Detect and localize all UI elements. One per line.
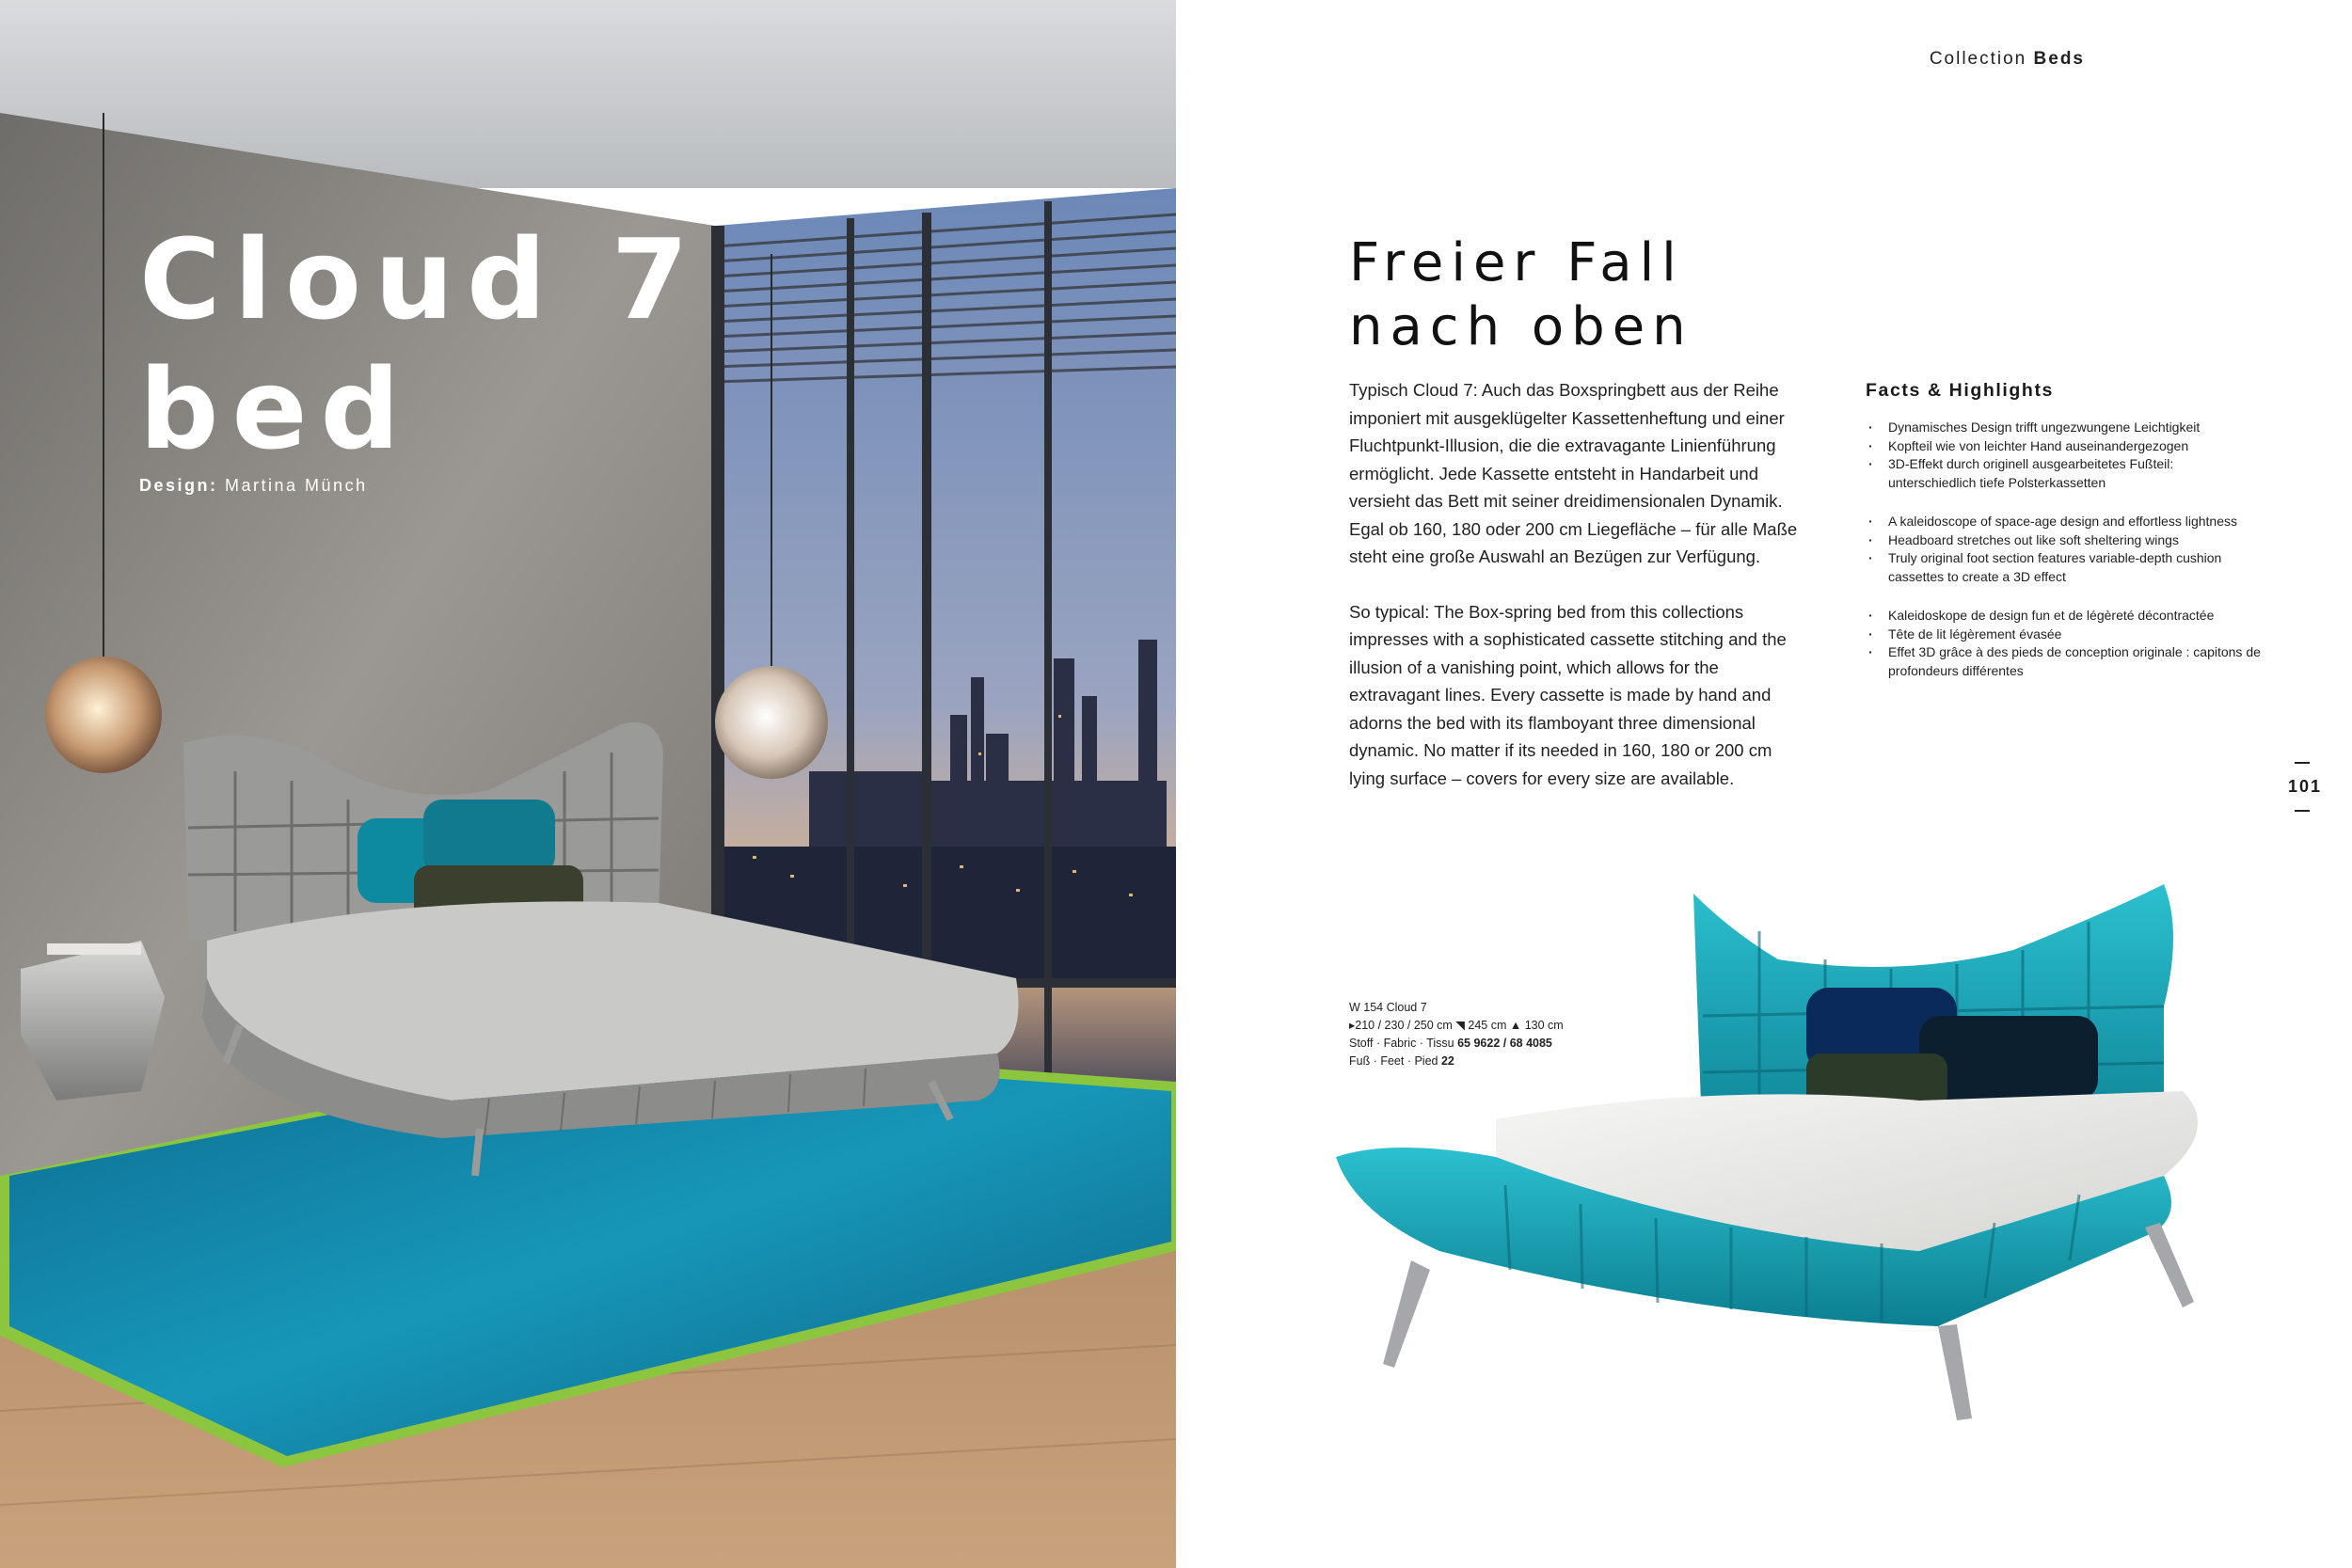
page-number <box>2288 762 2323 812</box>
designer-credit <box>139 476 368 496</box>
facts-list-english <box>1866 513 2261 586</box>
facts-list-german <box>1866 419 2261 492</box>
list-item: · Effet 3D grâce à des pieds de conception originale : capitons de profondeurs différentes <box>1866 643 2261 680</box>
running-head-prefix: Collection <box>1929 49 2027 69</box>
product-title-line1: Cloud 7 <box>139 214 702 344</box>
list-item: · Kaleidoskope de design fun et de légèreté décontractée <box>1866 607 2261 626</box>
facts-highlights <box>1866 380 2261 701</box>
page-number-rule-bottom <box>2295 810 2310 812</box>
page-number-rule-top <box>2295 762 2310 764</box>
spec-fabric-label: Stoff · Fabric · Tissu <box>1349 1037 1454 1050</box>
running-head <box>1930 49 2085 70</box>
list-item: · Dynamisches Design trifft ungezwungene Leichtigkeit <box>1866 419 2261 437</box>
list-item: · Tête de lit légèrement évasée <box>1866 626 2261 644</box>
designer-label: Design: <box>139 476 218 495</box>
body-paragraph-german: Typisch Cloud 7: Auch das Boxspringbett aus der Reihe imponiert mit ausgeklügelter Kassettenheftung und einer Fluchtpunkt-Illusion, die die extravagante Linienführung ermöglicht. Jede Kassette entsteht in Handarbeit und versieht das Bett mit seiner dreidimensionalen Dynamik. Egal ob 160, 180 oder 200 cm Liegefläche – für alle Maße steht eine große Auswahl an Bezügen zur Verfügung. <box>1349 380 1798 566</box>
headline <box>1349 231 1693 359</box>
product-title <box>139 214 702 474</box>
product-title-line2: bed <box>139 344 413 474</box>
list-item: · A kaleidoscope of space-age design and effortless lightness <box>1866 513 2261 531</box>
list-item: · Headboard stretches out like soft sheltering wings <box>1866 531 2261 550</box>
facts-title: Facts & Highlights <box>1866 380 2054 401</box>
pendant-lamp-right <box>715 666 828 779</box>
spec-dimensions-value: 210 / 230 / 250 cm ◥ 245 cm ▲ 130 cm <box>1355 1019 1564 1032</box>
triangle-right-icon: ▸ <box>1349 1019 1356 1032</box>
facts-list-french <box>1866 607 2261 680</box>
running-head-section: Beds <box>2033 49 2085 69</box>
list-item: · Truly original foot section features variable-depth cushion cassettes to create a 3D effect <box>1866 549 2261 586</box>
spec-feet-label: Fuß · Feet · Pied <box>1349 1054 1438 1068</box>
pendant-lamp-left <box>45 657 162 773</box>
designer-name: Martina Münch <box>225 476 368 495</box>
body-paragraph-english: So typical: The Box-spring bed from this collections impresses with a sophisticated cassette stitching and the illusion of a vanishing point, which allows for the extravagant lines. Every cassette is made by hand and adorns the bed with its flamboyant three dimensional dynamic. No matter if its needed in 160, 180 or 200 cm lying surface – covers for every size are available. <box>1349 601 1787 788</box>
teal-bed-illustration <box>1336 875 2258 1430</box>
spec-model: W 154 Cloud 7 <box>1349 1001 1427 1014</box>
spec-feet-value: 22 <box>1440 1054 1454 1068</box>
spec-fabric-value: 65 9622 / 68 4085 <box>1457 1037 1552 1050</box>
headline-line1: Freier Fall <box>1349 232 1684 293</box>
body-copy <box>1349 376 1801 819</box>
list-item: · 3D-Effekt durch originell ausgearbeitetes Fußteil: unterschiedlich tiefe Polsterkassetten <box>1866 455 2261 492</box>
list-item: · Kopfteil wie von leichter Hand auseinandergezogen <box>1866 437 2261 456</box>
page-number-value: 101 <box>2288 777 2323 796</box>
headline-line2: nach oben <box>1349 296 1693 357</box>
